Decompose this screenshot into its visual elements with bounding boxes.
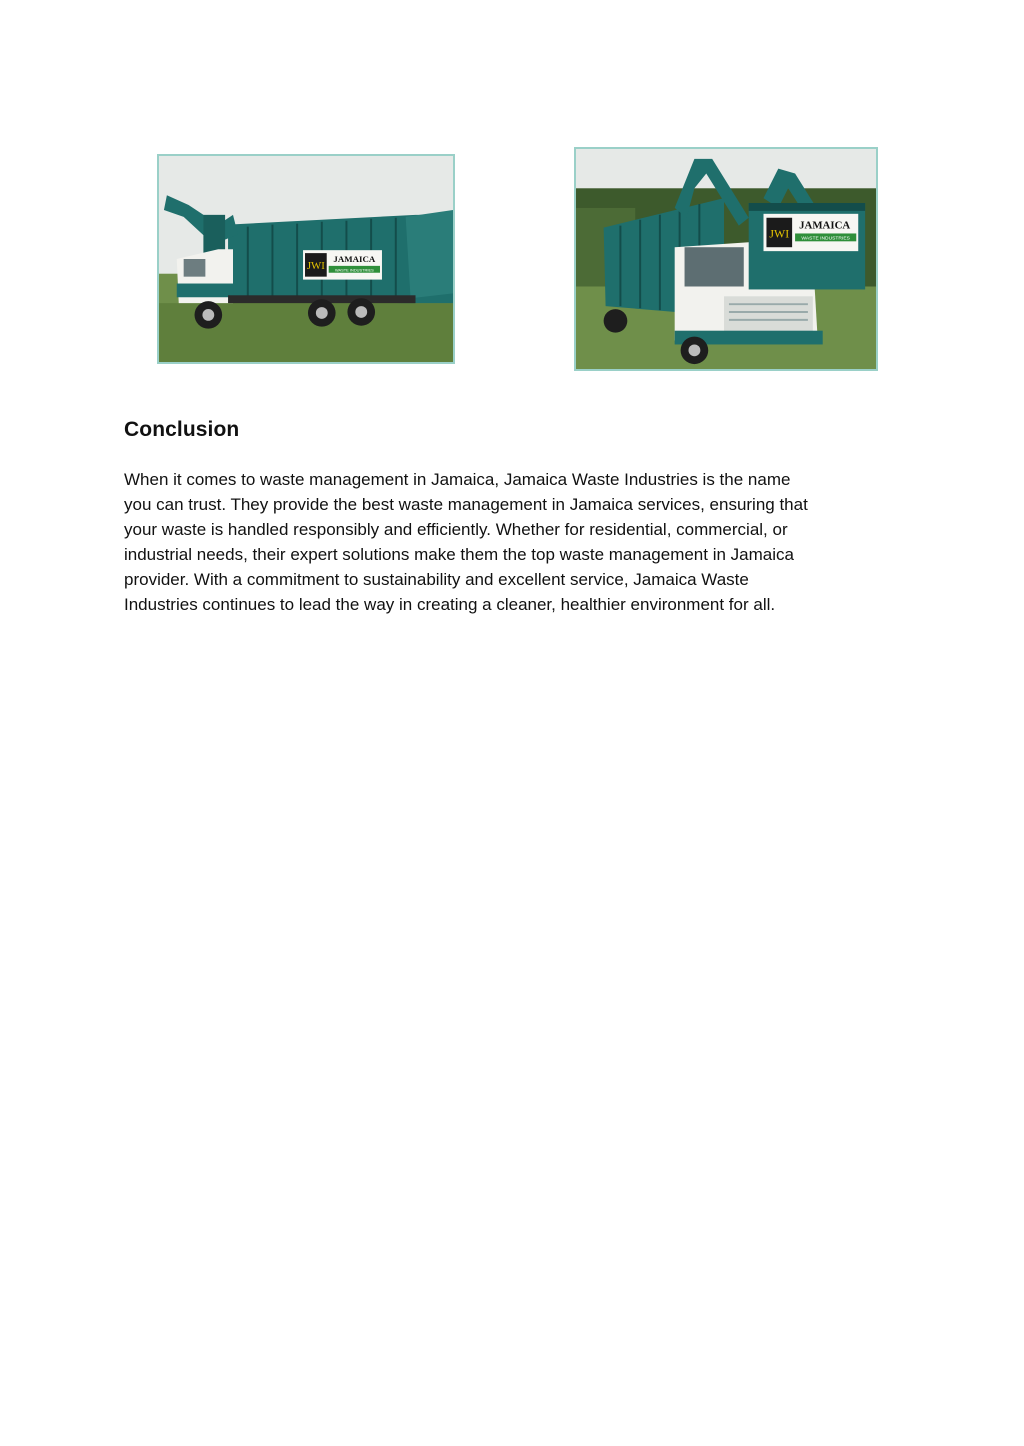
logo-monogram-right: JWI: [769, 226, 790, 241]
conclusion-paragraph: [124, 467, 904, 617]
paragraph-line: industrial needs, their expert solutions make them the top waste management in Jamaica: [124, 545, 794, 564]
paragraph-line: Industries continues to lead the way in creating a cleaner, healthier environment for all.: [124, 595, 776, 614]
section-heading: Conclusion: [124, 418, 240, 441]
truck-photo-left: [157, 154, 455, 364]
logo-name-right: JAMAICA: [799, 219, 851, 232]
paragraph-line: provider. With a commitment to sustainability and excellent service, Jamaica Waste: [124, 570, 749, 589]
paragraph-line: your waste is handled responsibly and efficiently. Whether for residential, commercial, or: [124, 520, 788, 539]
truck-side-view-image: [159, 156, 453, 362]
paragraph-line: you can trust. They provide the best waste management in Jamaica services, ensuring that: [124, 495, 808, 514]
paragraph-line: When it comes to waste management in Jamaica, Jamaica Waste Industries is the name: [124, 470, 791, 489]
logo-monogram-left: JWI: [306, 259, 325, 272]
truck-photo-right: [574, 147, 878, 371]
logo-sub-right: WASTE INDUSTRIES: [801, 236, 850, 242]
truck-front-view-image: [576, 149, 876, 369]
logo-sub-left: WASTE INDUSTRIES: [334, 267, 374, 273]
logo-name-left: JAMAICA: [333, 253, 376, 264]
